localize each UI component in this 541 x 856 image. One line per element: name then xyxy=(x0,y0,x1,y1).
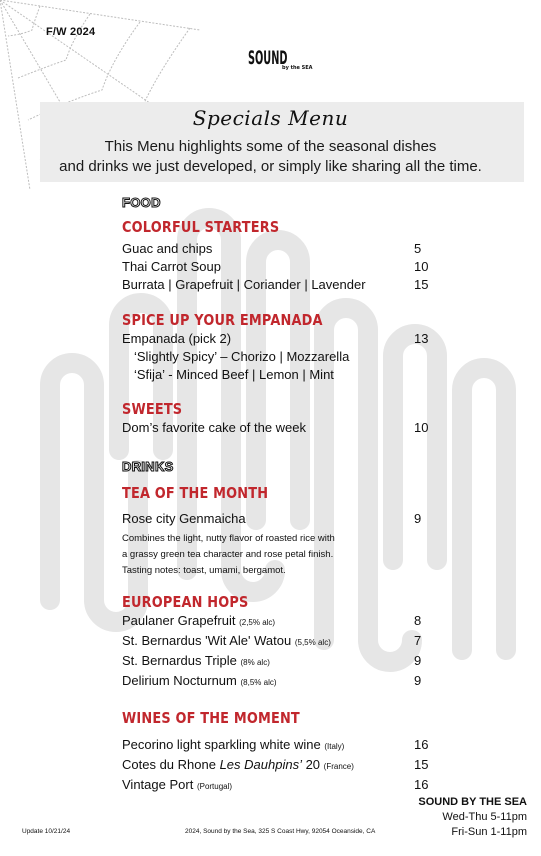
category-spice-up-empanada: SPICE UP YOUR EMPANADA xyxy=(122,311,323,329)
tea-description: Tasting notes: toast, umami, bergamot. xyxy=(122,565,286,576)
menu-item: Rose city Genmaicha 9 xyxy=(122,511,422,526)
menu-item: St. Bernardus Triple (8% alc) 9 xyxy=(122,653,422,668)
update-date: Update 10/21/24 xyxy=(22,828,71,835)
sound-logo xyxy=(248,33,313,71)
banner-line-2: and drinks we just developed, or simply like sharing all the time. xyxy=(59,158,482,175)
tea-description: a grassy green tea character and rose petal finish. xyxy=(122,549,334,560)
hours-weekday: Wed-Thu 5-11pm xyxy=(442,811,527,823)
address: 2024, Sound by the Sea, 325 S Coast Hwy, 92054 Oceanside, CA xyxy=(185,828,376,835)
menu-item: Cotes du Rhone Les Dauhpins’ 20 (France) 15 xyxy=(122,757,429,772)
menu-item: Empanada (pick 2) 13 xyxy=(122,331,429,346)
hours-weekend: Fri-Sun 1-11pm xyxy=(451,826,527,838)
menu-item: Pecorino light sparkling white wine (Italy) 16 xyxy=(122,737,429,752)
season-label: F/W 2024 xyxy=(46,26,96,38)
empanada-option: ‘Sfija’ - Minced Beef | Lemon | Mint xyxy=(134,367,334,382)
tea-description: Combines the light, nutty flavor of roasted rice with xyxy=(122,533,335,544)
location-name: SOUND BY THE SEA xyxy=(418,796,527,808)
category-colorful-starters: COLORFUL STARTERS xyxy=(122,218,280,236)
banner-title: Specials Menu xyxy=(192,106,349,130)
logo-word: SOUND xyxy=(248,47,288,69)
food-section-label: FOOD xyxy=(122,195,161,210)
category-european-hops: EUROPEAN HOPS xyxy=(122,593,249,611)
category-tea-of-month: TEA OF THE MONTH xyxy=(122,484,269,502)
menu-item: Thai Carrot Soup 10 xyxy=(122,259,429,274)
menu-item: Dom’s favorite cake of the week 10 xyxy=(122,420,429,435)
menu-content xyxy=(122,195,432,796)
empanada-option: ‘Slightly Spicy’ – Chorizo | Mozzarella xyxy=(134,349,350,364)
menu-item: Burrata | Grapefruit | Coriander | Lavender 15 xyxy=(122,277,429,292)
category-sweets: SWEETS xyxy=(122,400,183,418)
menu-item: Guac and chips 5 xyxy=(122,241,422,256)
logo-sub: by the SEA xyxy=(282,65,313,71)
menu-item: St. Bernardus 'Wit Ale' Watou (5,5% alc) 7 xyxy=(122,633,422,648)
menu-item: Paulaner Grapefruit (2,5% alc) 8 xyxy=(122,613,422,628)
menu-item: Delirium Nocturnum (8,5% alc) 9 xyxy=(122,673,422,688)
category-wines-of-moment: WINES OF THE MOMENT xyxy=(122,709,300,727)
drinks-section-label: DRINKS xyxy=(122,459,174,474)
banner-line-1: This Menu highlights some of the seasonal dishes xyxy=(104,138,437,155)
menu-item: Vintage Port (Portugal) 16 xyxy=(122,777,429,792)
